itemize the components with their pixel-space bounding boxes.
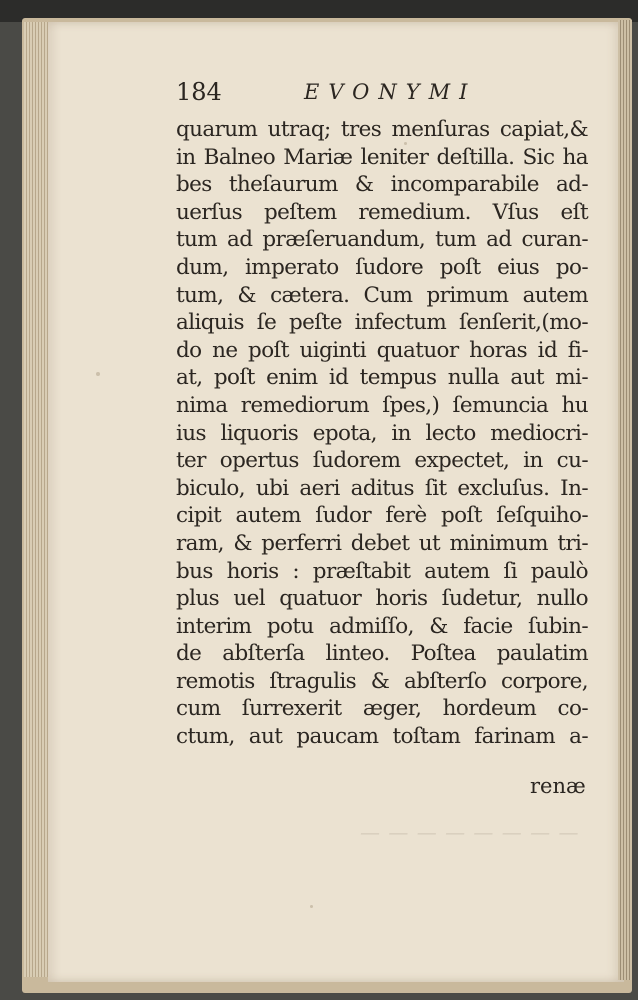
text-line: plus uel quatuor horis ſudetur, nullo bbox=[176, 586, 588, 612]
text-line: remotis ſtragulis & abſterſo corpore, bbox=[176, 668, 588, 694]
text-line: aliquis ſe peſte infectum ſenſerit,(mo- bbox=[176, 310, 588, 336]
page-number: 184 bbox=[176, 78, 222, 106]
foxing-spot bbox=[96, 372, 100, 376]
text-line: ram, & perferri debet ut minimum tri- bbox=[176, 530, 588, 556]
text-line: at, poſt enim id tempus nulla aut mi- bbox=[176, 365, 588, 391]
page-edges-right bbox=[618, 20, 632, 980]
running-head: EVONYMI bbox=[304, 80, 477, 104]
text-line: do ne poſt uiginti quatuor horas id fi- bbox=[176, 337, 588, 363]
text-line: dum, imperato ſudore poſt eius po- bbox=[176, 254, 588, 280]
text-line: de abſterſa linteo. Poſtea paulatim bbox=[176, 641, 588, 667]
text-line: bus horis : præſtabit autem ſi paulò bbox=[176, 558, 588, 584]
text-line: ius liquoris epota, in lecto mediocri- bbox=[176, 420, 588, 446]
page-header bbox=[176, 78, 586, 112]
text-line: ter opertus ſudorem expectet, in cu- bbox=[176, 448, 588, 474]
text-line: cipit autem ſudor ferè poſt ſeſquiho- bbox=[176, 503, 588, 529]
text-line: uerſus peſtem remedium. Vſus eſt bbox=[176, 199, 588, 225]
body-text bbox=[176, 116, 588, 751]
text-line: tum, & cætera. Cum primum autem bbox=[176, 282, 588, 308]
foxing-spot bbox=[310, 905, 313, 908]
catchword: renæ bbox=[530, 774, 586, 798]
text-line: in Balneo Mariæ leniter deſtilla. Sic ha bbox=[176, 144, 588, 170]
show-through-text: — — — — — — — — bbox=[360, 820, 580, 844]
text-line: interim potu admiſſo, & facie ſubin- bbox=[176, 613, 588, 639]
text-line: cum ſurrexerit æger, hordeum co- bbox=[176, 696, 588, 722]
text-line: ctum, aut paucam toſtam farinam a- bbox=[176, 724, 588, 750]
page-edges-left bbox=[24, 22, 50, 977]
text-line: biculo, ubi aeri aditus ſit excluſus. In- bbox=[176, 475, 588, 501]
text-line: tum ad præſeruandum, tum ad curan- bbox=[176, 227, 588, 253]
text-line: quarum utraq; tres menſuras capiat,& bbox=[176, 117, 588, 142]
text-line: nima remediorum ſpes,) ſemuncia hu bbox=[176, 392, 588, 418]
text-line: bes theſaurum & incomparabile ad- bbox=[176, 172, 588, 198]
